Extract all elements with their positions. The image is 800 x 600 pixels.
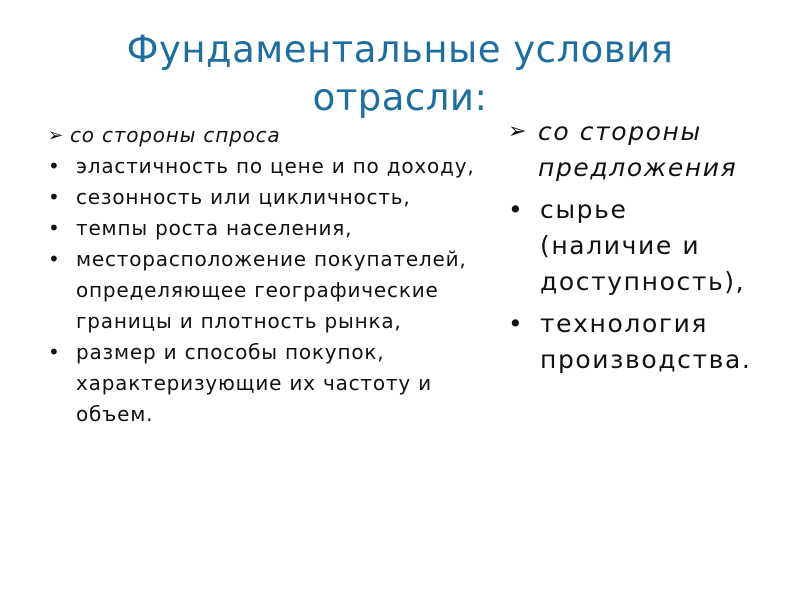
list-item xyxy=(48,213,478,244)
demand-heading-text: со стороны спроса xyxy=(70,123,281,147)
list-item-text: размер и способы покупок, характеризующие их частоту и объем. xyxy=(76,340,432,426)
list-item xyxy=(48,151,478,182)
slide-title: Фундаментальные условия отрасли: xyxy=(126,28,674,119)
bullet-icon: • xyxy=(48,340,61,364)
demand-list xyxy=(48,151,478,430)
list-item xyxy=(508,306,768,378)
bullet-icon: • xyxy=(48,247,61,271)
bullet-icon: • xyxy=(508,309,525,338)
bullet-icon: • xyxy=(48,216,61,240)
list-item xyxy=(48,337,478,430)
bullet-icon: • xyxy=(508,195,525,224)
bullet-icon: • xyxy=(48,154,61,178)
supply-heading xyxy=(508,114,768,186)
bullet-icon: • xyxy=(48,185,61,209)
list-item-text: месторасположение покупателей, определяющее географические границы и плотность рынка, xyxy=(76,247,467,333)
supply-column xyxy=(508,114,768,378)
list-item xyxy=(508,192,768,300)
arrow-icon: ➢ xyxy=(48,125,64,146)
supply-heading-text: со стороны предложения xyxy=(538,117,738,182)
list-item xyxy=(48,182,478,213)
demand-heading xyxy=(48,120,478,151)
arrow-icon: ➢ xyxy=(508,119,529,144)
list-item-text: эластичность по цене и по доходу, xyxy=(76,154,475,178)
list-item xyxy=(48,244,478,337)
supply-list xyxy=(508,192,768,378)
demand-column xyxy=(48,120,478,430)
list-item-text: темпы роста населения, xyxy=(76,216,353,240)
list-item-text: сырье (наличие и доступность), xyxy=(540,195,746,296)
list-item-text: технология производства. xyxy=(540,309,752,374)
list-item-text: сезонность или цикличность, xyxy=(76,185,411,209)
